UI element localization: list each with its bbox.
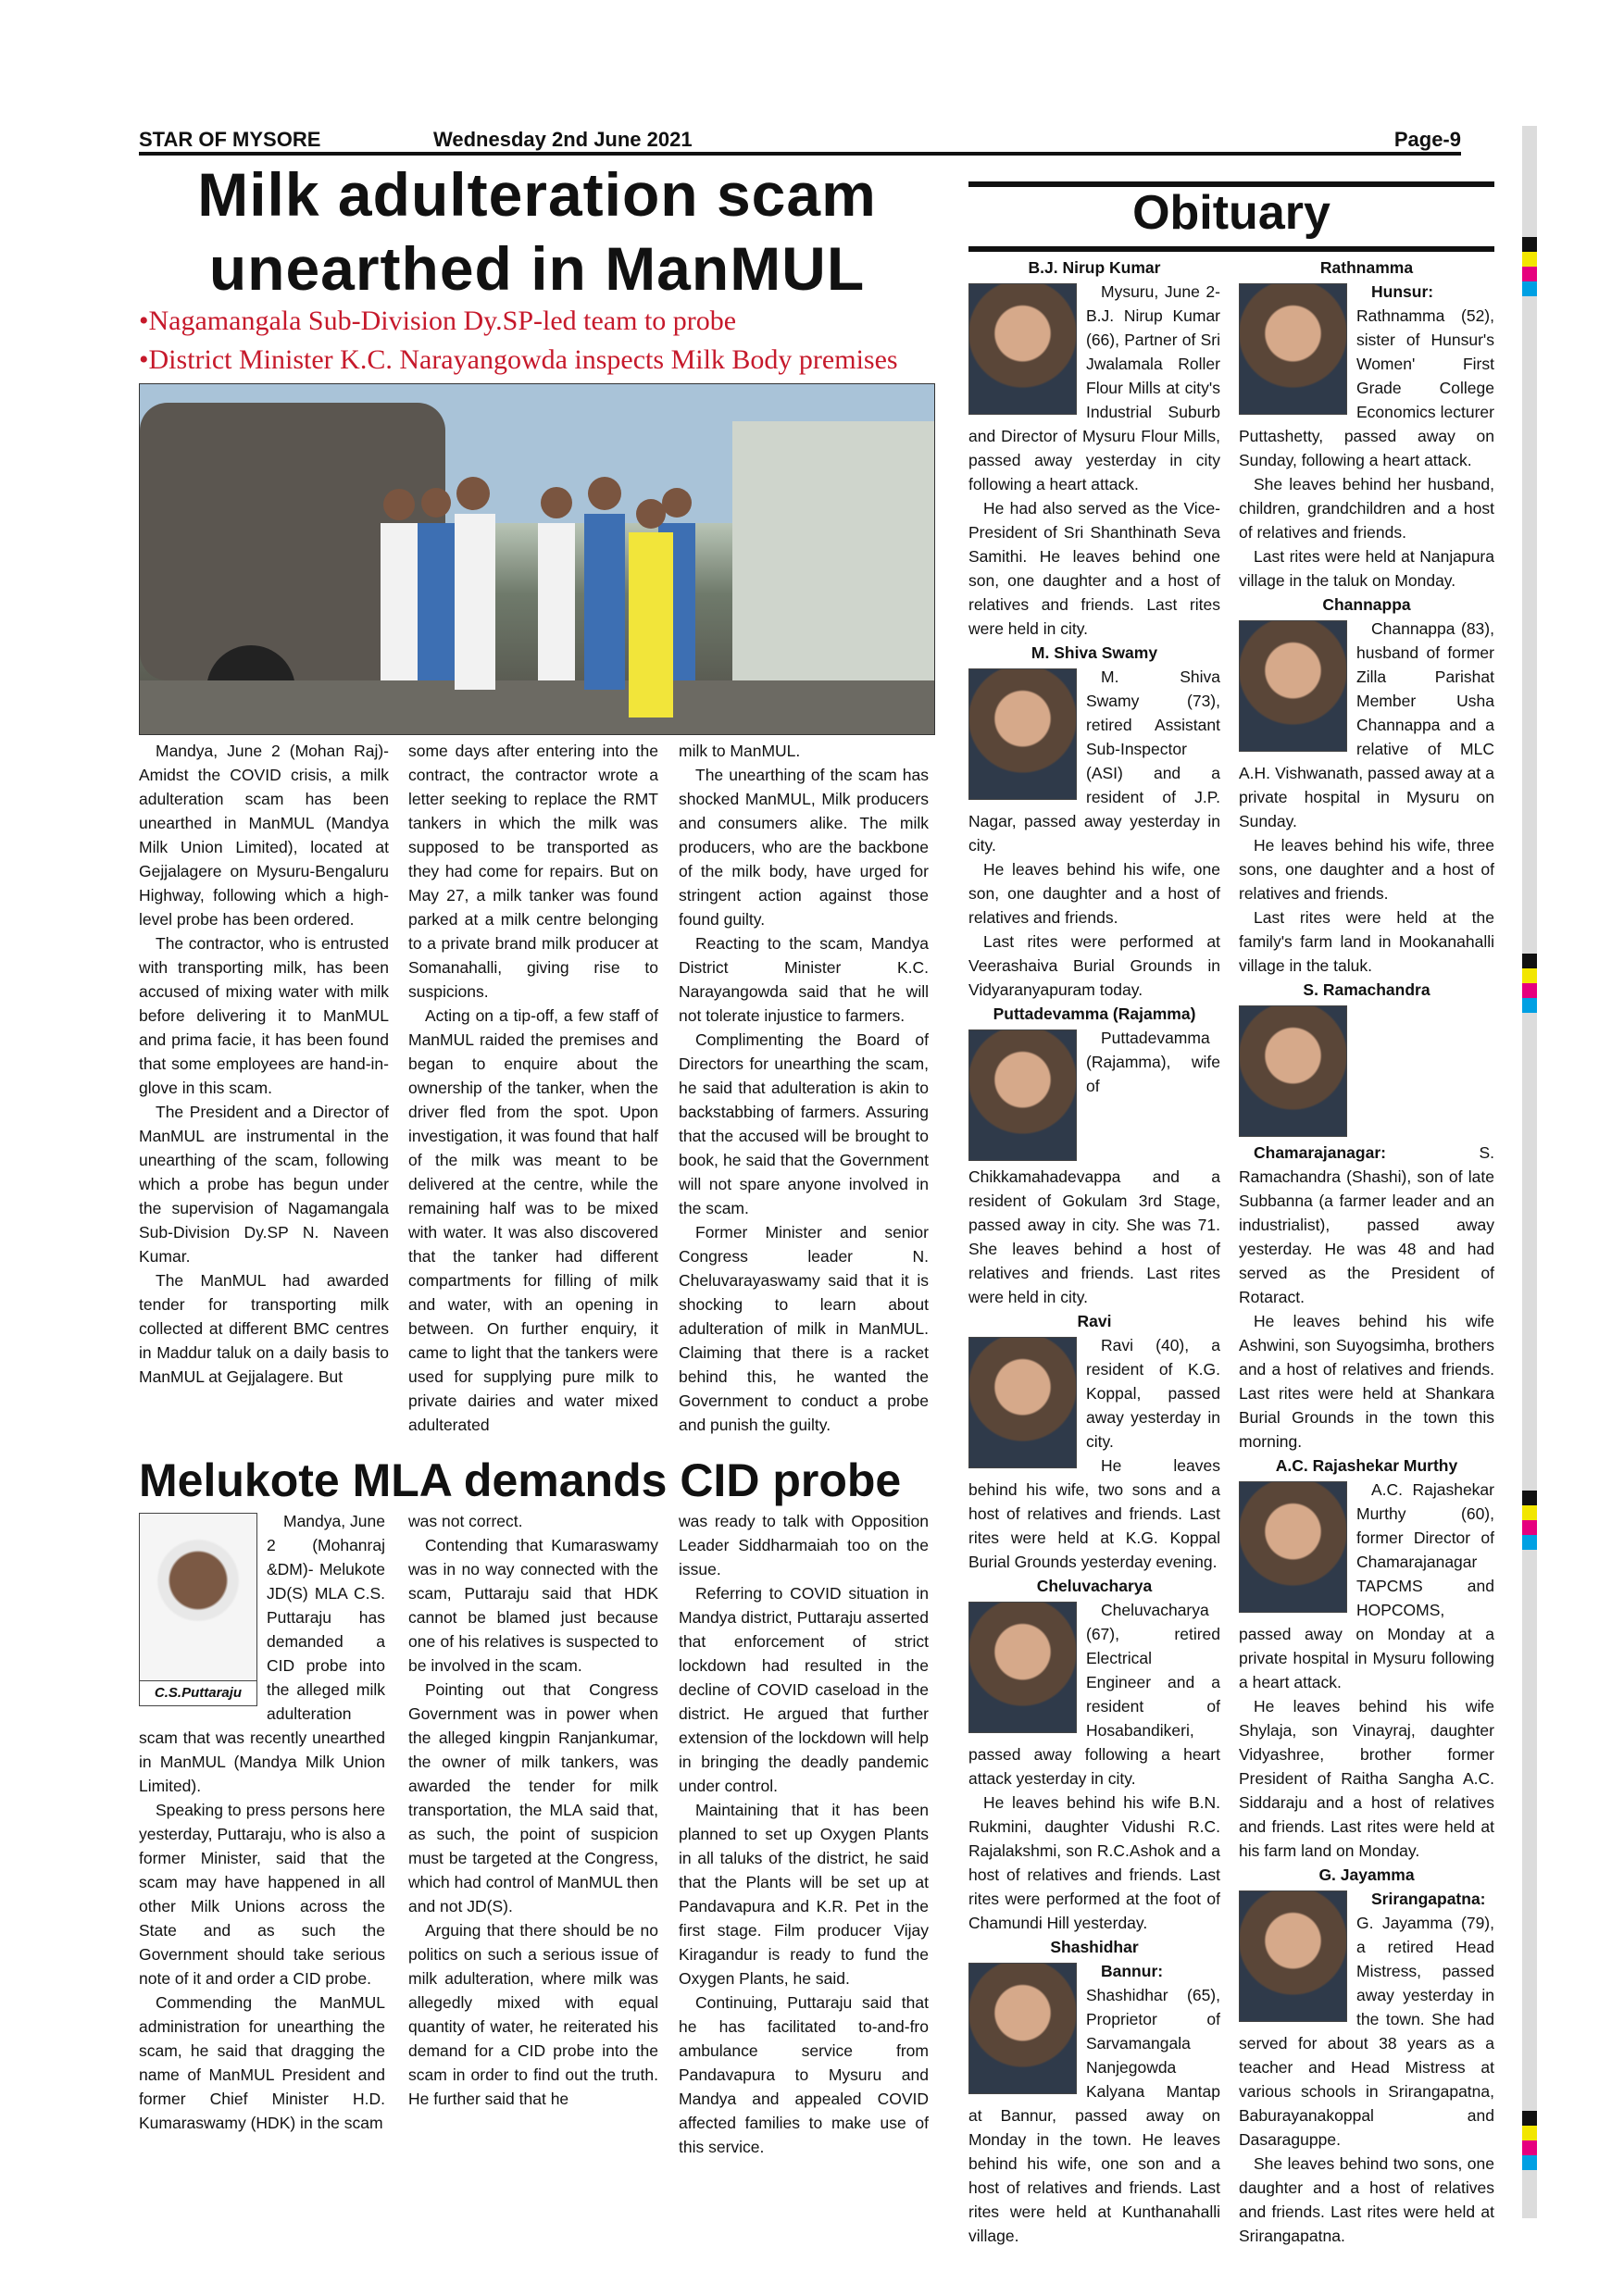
second-column-1 [139,1509,385,2135]
obituary-text: He leaves behind his wife B.N. Rukmini, daughter Vidushi R.C. Rajalakshmi, son R.C.Ashok and a host of relatives and friends. Last rites were performed at the foot of Chamundi Hill yesterday. [968,1793,1220,1932]
place-lead: Chamarajanagar: [1254,1143,1386,1162]
paper-name: STAR OF MYSORE [139,128,321,151]
obituary-text [1239,1002,1494,1309]
registration-marks [1522,237,1537,296]
obituary-entry [968,1002,1220,1309]
obituary-portrait [968,283,1077,415]
obituary-entry [1239,593,1494,978]
obituary-text [1239,1478,1494,1694]
obituary-body: Channappa (83), husband of former Zilla Parishat Member Usha Channappa and a relative of MLC A.H. Vishwanath, passed away at a private hospital in Mysuru on Sunday. [1239,619,1494,830]
paragraph: milk to ManMUL. [679,742,801,760]
paragraph: The unearthing of the scam has shocked ManMUL, Milk producers and consumers alike. The milk producers, who are the backbone of the milk body, have urged for stringent action against those found guilty. [679,766,929,929]
issue-date: Wednesday 2nd June 2021 [433,128,693,151]
obituary-text: She leaves behind two sons, one daughter and a host of relatives and friends. Last rites were held at Srirangapatna. [1239,2154,1494,2245]
obituary-body: M. Shiva Swamy (73), retired Assistant Sub-Inspector (ASI) and a resident of J.P. Nagar, passed away yesterday in city. [968,668,1220,855]
paragraph: was not correct. [408,1512,523,1530]
obituary-name: Cheluvacharya [1036,1577,1153,1595]
second-column-3 [679,1509,929,2159]
photo-caption: C.S.Puttaraju [139,1681,257,1706]
paragraph: Maintaining that it has been planned to set up Oxygen Plants in all taluks of the district, he said that the Plants will be set up at Pandavapura and K.R. Pet in the first stage. Film producer Vijay Kiragandur is ready to fund the Oxygen Plants, he said. [679,1801,929,1988]
paragraph: Acting on a tip-off, a few staff of ManMUL raided the premises and began to enquire about the ownership of the tanker, when the driver fled from the spot. Upon investigation, it was found that half of the milk was meant to be delivered at the centre, while the remaining half was to be mixed with water. It was also discovered that the tanker had different compartments for filling of milk and water, with an opening in between. On further enquiry, it came to light that the tankers were used for supplying pure milk to private dairies and water mixed adulterated [408,1006,658,1434]
tanker-scene-image [140,384,934,734]
obituary-name: Ravi [1077,1312,1112,1330]
obituary-portrait [1239,1890,1347,2022]
obituary-body: S. Ramachandra (Shashi), son of late Subbanna (a farmer leader and an industrialist), passed away yesterday. He was 48 and had served as the President of Rotaract. [1239,1143,1494,1306]
obituary-name: Puttadevamma (Rajamma) [993,1004,1196,1023]
obituary-portrait [968,668,1077,800]
obituary-text: Last rites were held at Nanjapura village in the taluk on Monday. [1239,547,1494,590]
obituary-name: A.C. Rajashekar Murthy [1275,1456,1458,1475]
lead-column-3 [679,739,929,1437]
obituary-entry [968,1935,1220,2248]
obituary-body: G. Jayamma (79), a retired Head Mistress, passed away yesterday in the town. She had served for about 38 years as a teacher and Head Mistress at various schools in Srirangapatna, Baburayanakoppal and Dasaraguppe. [1239,1914,1494,2149]
paragraph: Commending the ManMUL administration for unearthing the scam, he said that dragging the name of ManMUL President and former Chief Minister H.D. Kumaraswamy (HDK) in the scam [139,1993,385,2132]
obituary-text: Last rites were performed at Veerashaiva Burial Grounds in Vidyaranyapuram today. [968,932,1220,999]
paragraph: The contractor, who is entrusted with transporting milk, has been accused of mixing water with milk before delivering it to ManMUL and prima facie, it has been found that some employees are hand-in-glove in this scam. [139,934,389,1097]
bullet-item: • District Minister K.C. Narayangowda inspects Milk Body premises [139,341,935,380]
obituary-portrait [968,1029,1077,1161]
paragraph: The ManMUL had awarded tender for transporting milk collected at different BMC centres in Maddur taluk on a daily basis to ManMUL at Gejjalagere. But [139,1271,389,1386]
obituary-portrait [968,1963,1077,2094]
paragraph: Mandya, June 2 (Mohanraj &DM)- Melukote JD(S) MLA C.S. Puttaraju has demanded a CID probe into the alleged milk adulteration scam that was recently unearthed in ManMUL (Mandya Milk Union Limited). [139,1512,385,1795]
lead-headline: Milk adulteration scam unearthed in ManMUL [197,160,877,303]
paragraph: some days after entering into the contract, the contractor wrote a letter seeking to replace the RMT tankers in which the milk was supposed to be transported as they had come for repairs. But on May 27, a milk tanker was found parked at a milk centre belonging to a private brand milk producer at Somanahalli, giving rise to suspicions. [408,742,658,1001]
obituary-text [1239,280,1494,472]
paragraph: The President and a Director of ManMUL are instrumental in the unearthing of the scam, following which a probe has begun under the supervision of Nagamangala Sub-Division Dy.SP N. Naveen Kumar. [139,1103,389,1266]
page-number: Page-9 [1393,128,1461,151]
obituary-entry [968,256,1220,641]
obituary-text [968,1598,1220,1791]
obituary-text: He leaves behind his wife, two sons and a host of relatives and friends. Last rites were held at K.G. Koppal Burial Grounds yesterday evening. [968,1456,1220,1571]
paragraph: Speaking to press persons here yesterday, Puttaraju, who is also a former Minister, said that the scam may have happened in all other Milk Unions across the State and as such the Government should take serious note of it and order a CID probe. [139,1801,385,1988]
paragraph: Contending that Kumaraswamy was in no way connected with the scam, Puttaraju said that HDK cannot be blamed just because one of his relatives is suspected to be involved in the scam. [408,1536,658,1675]
obituary-column-right [1239,256,1494,2248]
paragraph: Arguing that there should be no politics on such a serious issue of milk adulteration, where milk was allegedly mixed with equal quantity of water, he reiterated his demand for a CID probe into the scam in order to find out the truth. He further said that he [408,1921,658,2108]
obituary-text: He had also served as the Vice-President of Sri Shanthinath Seva Samithi. He leaves behind one son, one daughter and a host of relatives and friends. Last rites were held in city. [968,499,1220,638]
obituary-portrait [1239,1005,1347,1137]
obituary-title: Obituary [1132,186,1330,240]
obituary-portrait [1239,283,1347,415]
print-margin-bar [1522,126,1537,2218]
obituary-name: S. Ramachandra [1303,980,1430,999]
obituary-text [1239,1887,1494,2152]
obituary-text [968,280,1220,496]
obituary-body: Puttadevamma (Rajamma), wife of Chikkamahadevappa and a resident of Gokulam 3rd Stage, passed away in city. She was 71. She leaves behind a host of relatives and friends. Last rites were held in city. [968,1029,1220,1306]
paragraph: Reacting to the scam, Mandya District Minister K.C. Narayangowda said that he will not tolerate injustice to farmers. [679,934,929,1025]
mla-portrait [139,1513,257,1681]
paragraph: was ready to talk with Opposition Leader Siddharmaiah too on the issue. [679,1512,929,1578]
lead-photo [139,383,935,735]
obituary-body: Cheluvacharya (67), retired Electrical Engineer and a resident of Hosabandikeri, passed away following a heart attack yesterday in city. [968,1601,1220,1788]
paragraph: Referring to COVID situation in Mandya district, Puttaraju asserted that enforcement of strict lockdown had resulted in the decline of COVID caseload in the district. He argued that further extension of the lockdown will help in bringing the deadly pandemic under control. [679,1584,929,1795]
obituary-name: Rathnamma [1319,258,1414,277]
obituary-text [968,1333,1220,1454]
obituary-name: M. Shiva Swamy [1031,643,1158,662]
registration-marks [1522,1491,1537,1550]
lead-bullets [139,302,935,380]
obituary-text: He leaves behind his wife, three sons, one daughter and a host of relatives and friends. [1239,836,1494,903]
registration-marks [1522,954,1537,1013]
obituary-portrait [1239,1481,1347,1613]
obituary-name: Channappa [1322,595,1411,614]
obituary-body: Rathnamma (52), sister of Hunsur's Women' First Grade College Economics lecturer Puttashetty, passed away on Sunday, following a heart attack. [1239,306,1494,469]
obituary-name: B.J. Nirup Kumar [1028,258,1161,277]
obituary-text [1239,617,1494,833]
lead-column-1 [139,739,389,1389]
second-column-2 [408,1509,658,2111]
obituary-portrait [968,1602,1077,1733]
mla-photo [139,1513,257,1706]
obituary-text [968,1026,1220,1309]
lead-column-2 [408,739,658,1437]
place-lead: Srirangapatna: [1371,1890,1486,1908]
paragraph: Continuing, Puttaraju said that he has facilitated to-and-fro ambulance service from Pandavapura to Mysuru and Mandya and appealed COVID affected families to make use of this service. [679,1993,929,2156]
place-lead: Bannur: [1101,1962,1164,1980]
place-lead: Hunsur: [1371,282,1434,301]
obituary-body: Mysuru, June 2- B.J. Nirup Kumar (66), Partner of Sri Jwalamala Roller Flour Mills at city's Industrial Suburb and Director of Mysuru Flour Mills, passed away yesterday in city following a heart attack. [968,282,1220,493]
obituary-text: She leaves behind her husband, children, grandchildren and a host of relatives and friends. [1239,475,1494,542]
obituary-entry [1239,256,1494,593]
obituary-text: He leaves behind his wife, one son, one daughter and a host of relatives and friends. [968,860,1220,927]
obituary-text: He leaves behind his wife Ashwini, son Suyogsimha, brothers and a host of relatives and friends. Last rites were held at Shankara Burial Grounds in the town this morning. [1239,1312,1494,1451]
obituary-rule-bottom [968,246,1494,252]
paragraph: Complimenting the Board of Directors for unearthing the scam, he said that adulteration is akin to backstabbing of farmers. Assuring that the accused will be brought to book, he said that the Government will not spare anyone involved in the scam. [679,1030,929,1217]
bullet-item: • Nagamangala Sub-Division Dy.SP-led team to probe [139,302,935,341]
obituary-body: Shashidhar (65), Proprietor of Sarvamangala Nanjegowda Kalyana Mantap at Bannur, passed away on Monday in the town. He leaves behind his wife, one son and a host of relatives and friends. Last rites were held at Kunthanahalli village. [968,1986,1220,2245]
obituary-column-left [968,256,1220,2248]
obituary-portrait [968,1337,1077,1468]
obituary-entry [968,1574,1220,1935]
obituary-text: Last rites were held at the family's farm land in Mookanahalli village in the taluk. [1239,908,1494,975]
paragraph: Mandya, June 2 (Mohan Raj)- Amidst the COVID crisis, a milk adulteration scam has been unearthed in ManMUL (Mandya Milk Union Limited), located at Gejjalagere on Mysuru-Bengaluru Highway, following which a high-level probe has been ordered. [139,742,389,929]
obituary-body: Ravi (40), a resident of K.G. Koppal, passed away yesterday in city. [1086,1336,1220,1451]
second-headline: Melukote MLA demands CID probe [139,1454,902,1506]
obituary-text [968,665,1220,857]
obituary-entry [1239,1863,1494,2248]
obituary-text [968,1959,1220,2248]
obituary-entry [968,641,1220,1002]
paragraph: Former Minister and senior Congress leader N. Cheluvarayaswamy said that it is shocking to learn about adulteration of milk in ManMUL. Claiming that there is a racket behind this, he wanted the Government to conduct a probe and punish the guilty. [679,1223,929,1434]
registration-marks [1522,2111,1537,2170]
obituary-name: G. Jayamma [1318,1866,1415,1884]
obituary-entry [1239,1454,1494,1863]
obituary-entry [968,1309,1220,1574]
masthead [139,128,1461,156]
obituary-text: He leaves behind his wife Shylaja, son Vinayraj, daughter Vidyashree, brother former President of Raitha Sangha A.C. Siddaraju and a host of relatives and friends. Last rites were held at his farm land on Monday. [1239,1697,1494,1860]
obituary-entry [1239,978,1494,1454]
paragraph: Pointing out that Congress Government was in power when the alleged kingpin Ranjankumar, the owner of milk tankers, was awarded the tender for milk transportation, the MLA said that, as such, the point of suspicion must be targeted at the Congress, which had control of ManMUL then and not JD(S). [408,1680,658,1915]
obituary-name: Shashidhar [1050,1938,1139,1956]
obituary-body: A.C. Rajashekar Murthy (60), former Director of Chamarajanagar TAPCMS and HOPCOMS, passed away on Monday at a private hospital in Mysuru following a heart attack. [1239,1480,1494,1691]
obituary-portrait [1239,620,1347,752]
